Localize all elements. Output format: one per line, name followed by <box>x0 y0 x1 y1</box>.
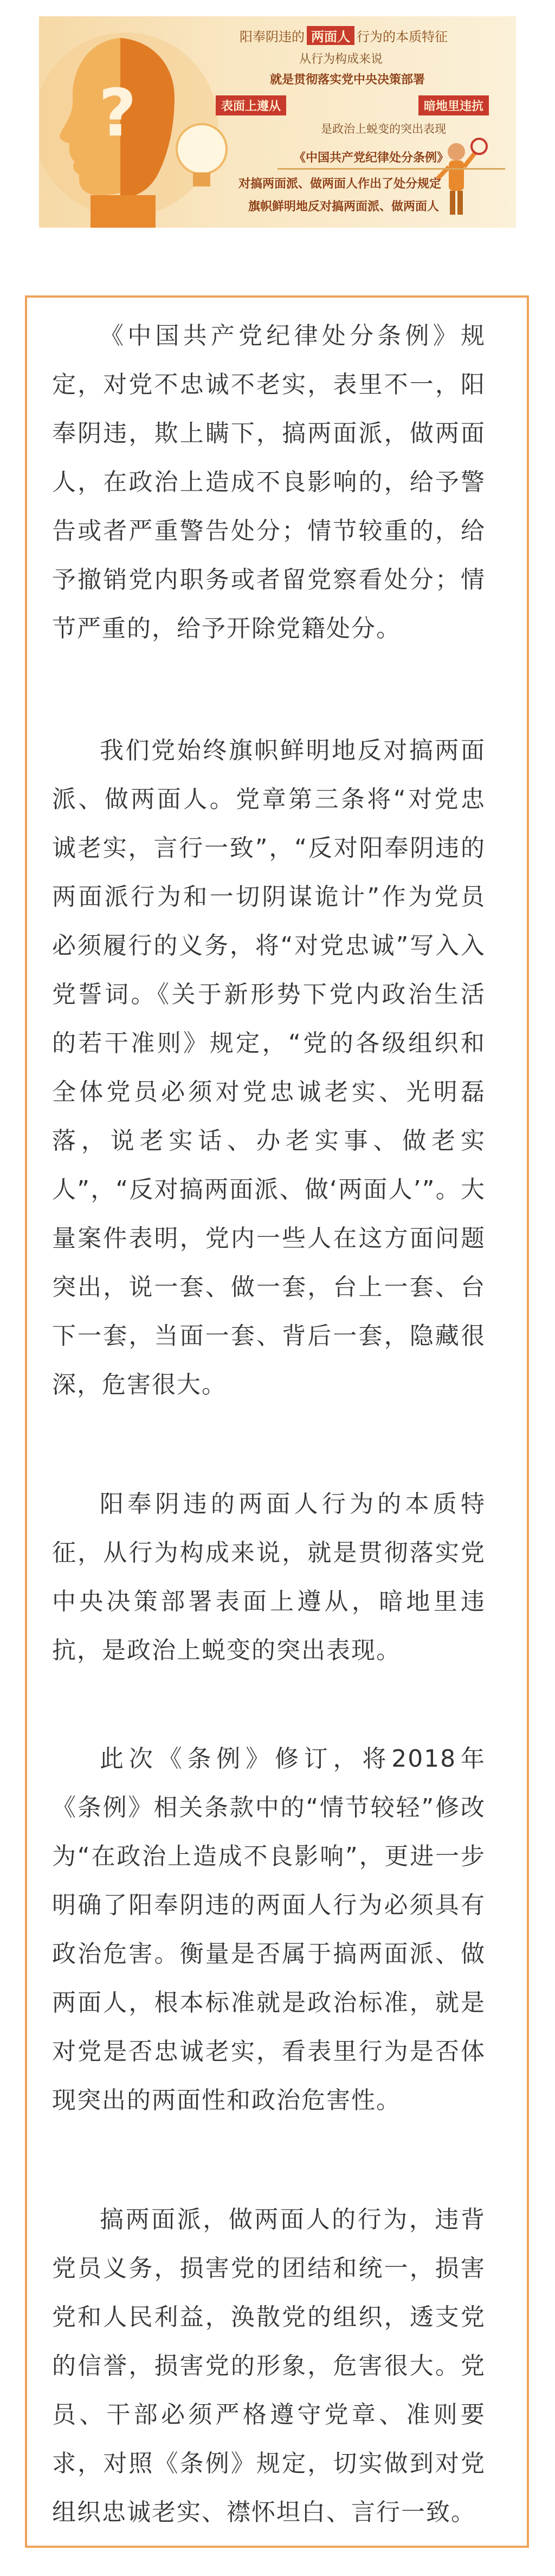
banner-line-8: 旗帜鲜明地反对搞两面派、做两面人 <box>248 199 440 214</box>
banner-label-right: 暗地里违抗 <box>418 95 489 115</box>
banner-highlight: 两面人 <box>307 26 354 45</box>
banner-line-2: 从行为构成来说 <box>299 53 383 66</box>
banner-line-5: 是政治上蜕变的突出表现 <box>321 123 446 136</box>
article-paragraph-1: 《中国共产党纪律处分条例》规定，对党不忠诚不老实，表里不一，阳奉阴违，欺上瞒下，搞两面派，做两面人，在政治上造成不良影响的，给予警告或者严重警告处分；情节较重的，给予撤销党内职务或者留党察看处分；情节严重的，给予开除党籍处分。 <box>52 322 486 642</box>
article-paragraph-2: 我们党始终旗帜鲜明地反对搞两面派、做两面人。党章第三条将“对党忠诚老实，言行一致”，“反对阳奉阴违的两面派行为和一切阴谋诡计”作为党员必须履行的义务，将“对党忠诚”写入入党誓词。《关于新形势下党内政治生活的若干准则》规定，“党的各级组织和全体党员必须对党忠诚老实、光明磊落，说老实话、办老实事、做老实人”，“反对搞两面派、做‘两面人’”。大量案件表明，党内一些人在这方面问题突出，说一套、做一套，台上一套、台下一套，当面一套、背后一套，隐藏很深，危害很大。 <box>52 737 486 1399</box>
header-banner <box>39 16 516 228</box>
banner-line-7: 对搞两面派、做两面人作出了处分规定 <box>238 177 442 191</box>
article-paragraph-3: 阳奉阴违的两面人行为的本质特征，从行为构成来说，就是贯彻落实党中央决策部署表面上遵从，暗地里违抗，是政治上蜕变的突出表现。 <box>52 1490 486 1664</box>
banner-line-3: 就是贯彻落实党中央决策部署 <box>270 73 425 87</box>
banner-divider <box>278 168 505 170</box>
banner-line-6: 《中国共产党纪律处分条例》 <box>294 151 449 165</box>
question-mark-icon: ? <box>99 76 137 151</box>
banner-label-left: 表面上遵从 <box>216 95 286 115</box>
banner-line-1: 阳奉阴违的 两面人 行为的本质特征 <box>240 26 448 45</box>
article-paragraph-4: 此次《条例》修订，将2018年《条例》相关条款中的“情节较轻”修改为“在政治上造成不良影响”，更进一步明确了阳奉阴违的两面人行为必须具有政治危害。衡量是否属于搞两面派、做两面人，根本标准就是政治标准，就是对党是否忠诚老实，看表里行为是否体现突出的两面性和政治危害性。 <box>52 1745 486 2114</box>
article-paragraph-5: 搞两面派，做两面人的行为，违背党员义务，损害党的团结和统一，损害党和人民利益，涣散党的组织，透支党的信誉，损害党的形象，危害很大。党员、干部必须严格遵守党章、准则要求，对照《条例》规定，切实做到对党组织忠诚老实、襟怀坦白、言行一致。 <box>52 2206 486 2526</box>
